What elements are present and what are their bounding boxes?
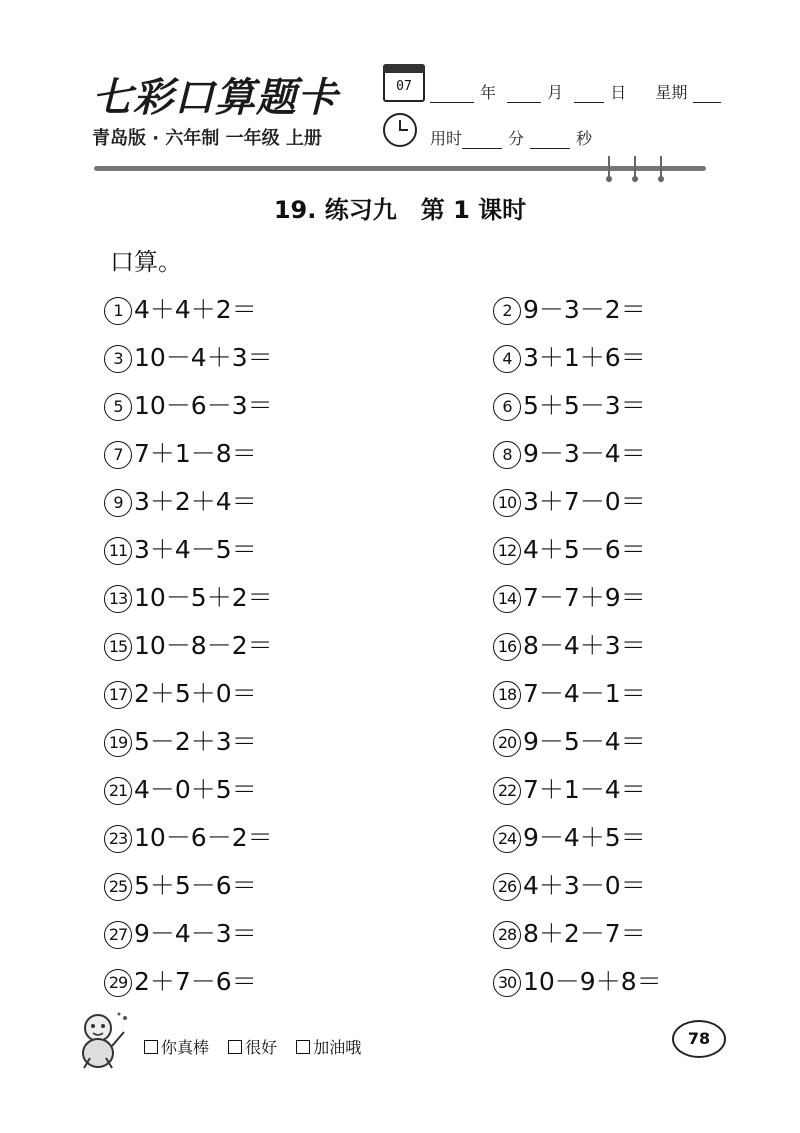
problem-item [493, 914, 646, 950]
problem-item [493, 338, 646, 374]
problem-item [493, 770, 646, 806]
problem-number: 8 [493, 441, 521, 469]
problem-number: 14 [493, 585, 521, 613]
problem-number: 3 [104, 345, 132, 373]
problem-item [104, 722, 257, 758]
problem-item [104, 674, 257, 710]
problem-number: 19 [104, 729, 132, 757]
header-divider [94, 166, 706, 171]
problem-expression: 4＋4＋2＝ [134, 295, 257, 324]
problem-number: 25 [104, 873, 132, 901]
problem-item [493, 386, 646, 422]
problem-item [493, 818, 646, 854]
problem-number: 17 [104, 681, 132, 709]
problem-expression: 10－6－2＝ [134, 823, 273, 852]
problem-expression: 3＋4－5＝ [134, 535, 257, 564]
year-label: 年 [480, 83, 497, 102]
problem-expression: 5－2＋3＝ [134, 727, 257, 756]
rating-option[interactable] [296, 1035, 361, 1058]
problem-item [493, 530, 646, 566]
problem-expression: 9－4＋5＝ [523, 823, 646, 852]
problem-item [493, 482, 646, 518]
problem-number: 22 [493, 777, 521, 805]
problem-number: 1 [104, 297, 132, 325]
problem-number: 11 [104, 537, 132, 565]
problem-number: 12 [493, 537, 521, 565]
problem-expression: 7－4－1＝ [523, 679, 646, 708]
problem-item [493, 722, 646, 758]
problem-number: 18 [493, 681, 521, 709]
edition-label: 青岛版 · 六年制 一年级 上册 [92, 128, 322, 149]
problem-expression: 3＋7－0＝ [523, 487, 646, 516]
weekday-blank[interactable] [693, 86, 721, 103]
problem-expression: 10－9＋8＝ [523, 967, 662, 996]
rating-option[interactable] [144, 1035, 209, 1058]
problem-expression: 3＋2＋4＝ [134, 487, 257, 516]
problem-expression: 4＋5－6＝ [523, 535, 646, 564]
mascot-icon [72, 1008, 132, 1070]
brand-text: 七彩口算题卡 [92, 74, 338, 121]
weekday-label: 星期 [655, 83, 688, 102]
divider-knob [632, 156, 638, 182]
problem-number: 30 [493, 969, 521, 997]
problem-item [493, 866, 646, 902]
instruction: 口算。 [110, 248, 182, 276]
seconds-blank[interactable] [530, 132, 570, 149]
problem-expression: 7＋1－8＝ [134, 439, 257, 468]
problem-expression: 10－5＋2＝ [134, 583, 273, 612]
problem-expression: 9－5－4＝ [523, 727, 646, 756]
problem-number: 24 [493, 825, 521, 853]
problem-item [104, 482, 257, 518]
checkbox[interactable] [228, 1040, 242, 1054]
checkbox[interactable] [296, 1040, 310, 1054]
time-used-label: 用时 [430, 129, 463, 148]
month-blank[interactable] [507, 86, 541, 103]
time-fields [430, 126, 598, 149]
problem-item [493, 434, 646, 470]
problem-number: 16 [493, 633, 521, 661]
problem-number: 27 [104, 921, 132, 949]
problem-expression: 10－6－3＝ [134, 391, 273, 420]
divider-knob [658, 156, 664, 182]
problem-item [104, 338, 273, 374]
self-rating [144, 1035, 375, 1058]
problem-item [104, 434, 257, 470]
day-label: 日 [610, 83, 627, 102]
problem-item [104, 386, 273, 422]
clock-icon [383, 113, 417, 147]
problem-expression: 10－8－2＝ [134, 631, 273, 660]
problem-item [104, 770, 257, 806]
problem-item [104, 626, 273, 662]
page-number: 78 [672, 1020, 726, 1058]
rating-label: 你真棒 [161, 1038, 210, 1057]
problem-item [104, 866, 257, 902]
year-blank[interactable] [430, 86, 474, 103]
problem-item [493, 674, 646, 710]
problem-number: 23 [104, 825, 132, 853]
problem-item [493, 962, 662, 998]
problem-number: 7 [104, 441, 132, 469]
problem-item [104, 290, 257, 326]
problem-item [104, 962, 257, 998]
problem-expression: 8－4＋3＝ [523, 631, 646, 660]
problem-number: 5 [104, 393, 132, 421]
seconds-label: 秒 [576, 129, 593, 148]
brand-title [92, 66, 338, 123]
rating-label: 加油哦 [313, 1038, 362, 1057]
problem-expression: 9－3－4＝ [523, 439, 646, 468]
rating-label: 很好 [245, 1038, 278, 1057]
problem-expression: 5＋5－3＝ [523, 391, 646, 420]
problem-expression: 4＋3－0＝ [523, 871, 646, 900]
problem-number: 10 [493, 489, 521, 517]
problem-item [493, 626, 646, 662]
problem-number: 28 [493, 921, 521, 949]
problem-expression: 2＋7－6＝ [134, 967, 257, 996]
lesson-title: 19. 练习九 第 1 课时 [273, 196, 527, 224]
problem-expression: 5＋5－6＝ [134, 871, 257, 900]
problem-number: 2 [493, 297, 521, 325]
minutes-blank[interactable] [462, 132, 502, 149]
problem-number: 20 [493, 729, 521, 757]
day-blank[interactable] [574, 86, 604, 103]
problem-expression: 2＋5＋0＝ [134, 679, 257, 708]
divider-knob [606, 156, 612, 182]
problem-number: 4 [493, 345, 521, 373]
problem-expression: 3＋1＋6＝ [523, 343, 646, 372]
problem-expression: 9－4－3＝ [134, 919, 257, 948]
problem-number: 6 [493, 393, 521, 421]
problem-expression: 9－3－2＝ [523, 295, 646, 324]
problem-number: 26 [493, 873, 521, 901]
rating-option[interactable] [228, 1035, 277, 1058]
minutes-label: 分 [508, 129, 525, 148]
problem-number: 29 [104, 969, 132, 997]
problem-expression: 8＋2－7＝ [523, 919, 646, 948]
problem-expression: 7＋1－4＝ [523, 775, 646, 804]
problem-item [104, 818, 273, 854]
date-fields [430, 80, 721, 103]
problem-item [493, 578, 646, 614]
month-label: 月 [547, 83, 564, 102]
calendar-icon [383, 64, 425, 102]
problem-number: 13 [104, 585, 132, 613]
calendar-day: 07 [396, 79, 412, 94]
problem-item [104, 914, 257, 950]
problem-item [493, 290, 646, 326]
problem-number: 21 [104, 777, 132, 805]
problem-item [104, 530, 257, 566]
problem-expression: 7－7＋9＝ [523, 583, 646, 612]
checkbox[interactable] [144, 1040, 158, 1054]
problem-expression: 4－0＋5＝ [134, 775, 257, 804]
problem-expression: 10－4＋3＝ [134, 343, 273, 372]
problem-item [104, 578, 273, 614]
problem-number: 9 [104, 489, 132, 517]
problem-number: 15 [104, 633, 132, 661]
